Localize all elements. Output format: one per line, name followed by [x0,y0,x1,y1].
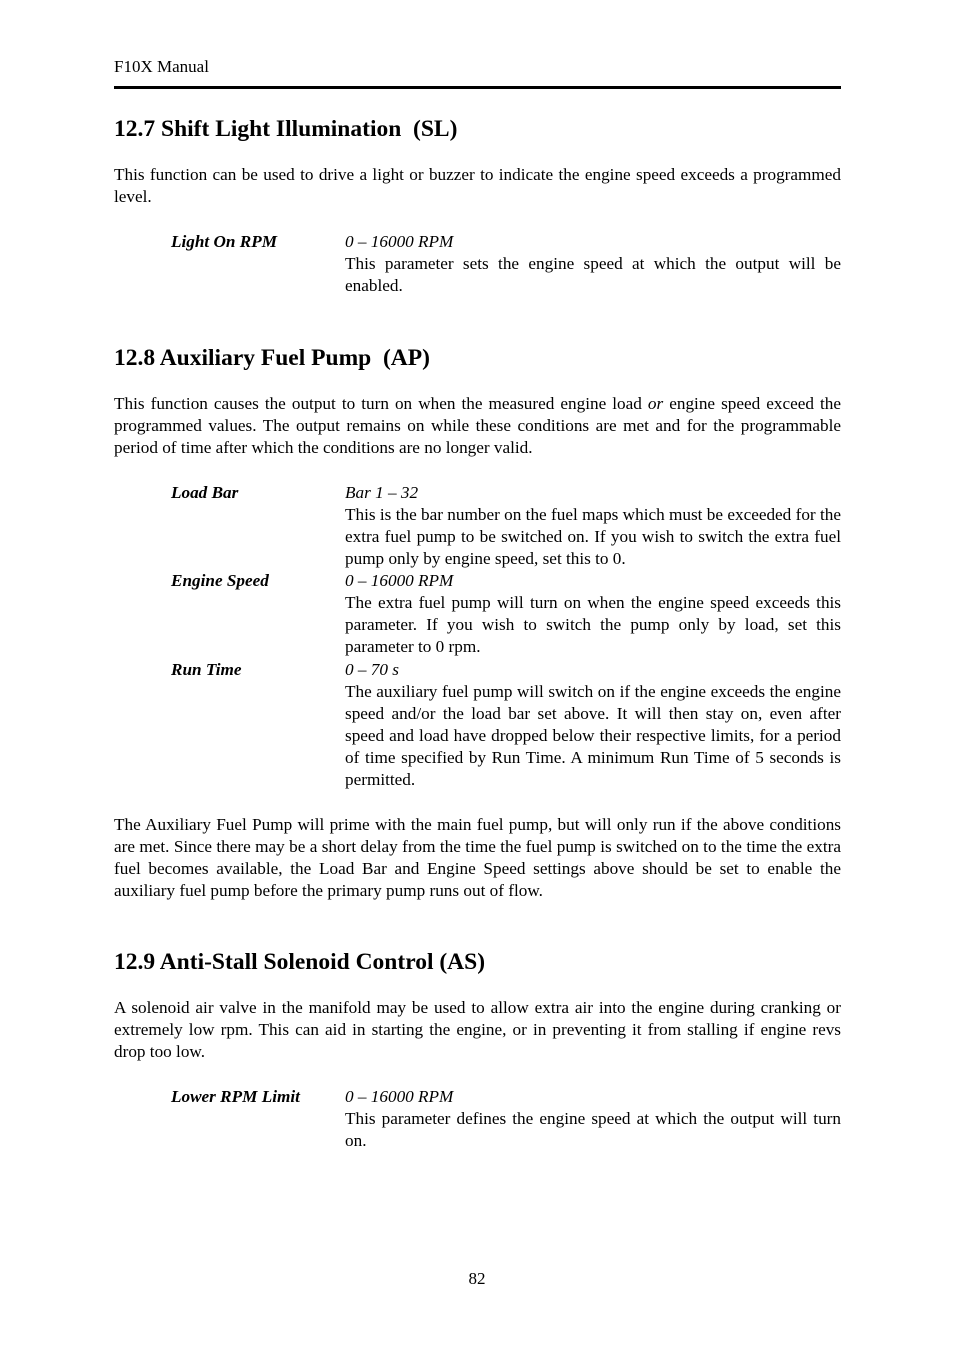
header-rule [114,86,841,89]
param-description: This is the bar number on the fuel maps which must be exceeded for the extra fuel pump to be switched on. If you wish to switch the extra fuel pump only by engine speed, set this to 0. [345,505,841,568]
section-intro-anti-stall: A solenoid air valve in the manifold may be used to allow extra air into the engine during cranking or extremely low rpm. This can aid in starting the engine, or in preventing it from stalling if engine revs drop too low. [114,998,841,1061]
param-range: 0 – 16000 RPM [345,571,454,590]
param-range: 0 – 16000 RPM [345,232,454,251]
section-intro-aux-fuel-pump: This function causes the output to turn on when the measured engine load or engine speed exceed the programmed values. The output remains on while these conditions are met and for the programmable period of time after which the conditions are no longer valid. [114,394,841,457]
param-description: The auxiliary fuel pump will switch on if the engine exceeds the engine speed and/or the load bar set above. It will then stay on, even after speed and load have dropped below their respective limits, for a period of time specified by Run Time. A minimum Run Time of 5 seconds is permitted. [345,682,841,789]
param-name: Light On RPM [171,232,278,251]
param-name: Run Time [171,660,242,679]
param-description: This parameter sets the engine speed at which the output will be enabled. [345,254,841,295]
param-name: Load Bar [171,483,239,502]
running-header: F10X Manual [114,57,209,76]
section-intro-shift-light: This function can be used to drive a light or buzzer to indicate the engine speed exceeds a programmed level. [114,165,841,206]
param-description: The extra fuel pump will turn on when the engine speed exceeds this parameter. If you wish to switch the pump only by load, set this parameter to 0 rpm. [345,593,841,656]
param-name: Lower RPM Limit [171,1087,300,1106]
section-outro-aux-fuel-pump: The Auxiliary Fuel Pump will prime with the main fuel pump, but will only run if the above conditions are met. Since there may be a short delay from the time the fuel pump is switched on to the time the extra fuel becomes available, the Load Bar and Engine Speed settings above should be set to enable the auxiliary fuel pump before the primary pump runs out of flow. [114,815,841,900]
param-range: Bar 1 – 32 [345,483,419,502]
param-range: 0 – 16000 RPM [345,1087,454,1106]
page-number: 82 [468,1269,486,1288]
section-heading-aux-fuel-pump: 12.8 Auxiliary Fuel Pump (AP) [114,345,430,371]
param-description: This parameter defines the engine speed at which the output will turn on. [345,1109,841,1150]
param-name: Engine Speed [171,571,269,590]
section-heading-shift-light: 12.7 Shift Light Illumination (SL) [114,116,458,142]
param-range: 0 – 70 s [345,660,399,679]
section-heading-anti-stall: 12.9 Anti-Stall Solenoid Control (AS) [114,949,486,975]
